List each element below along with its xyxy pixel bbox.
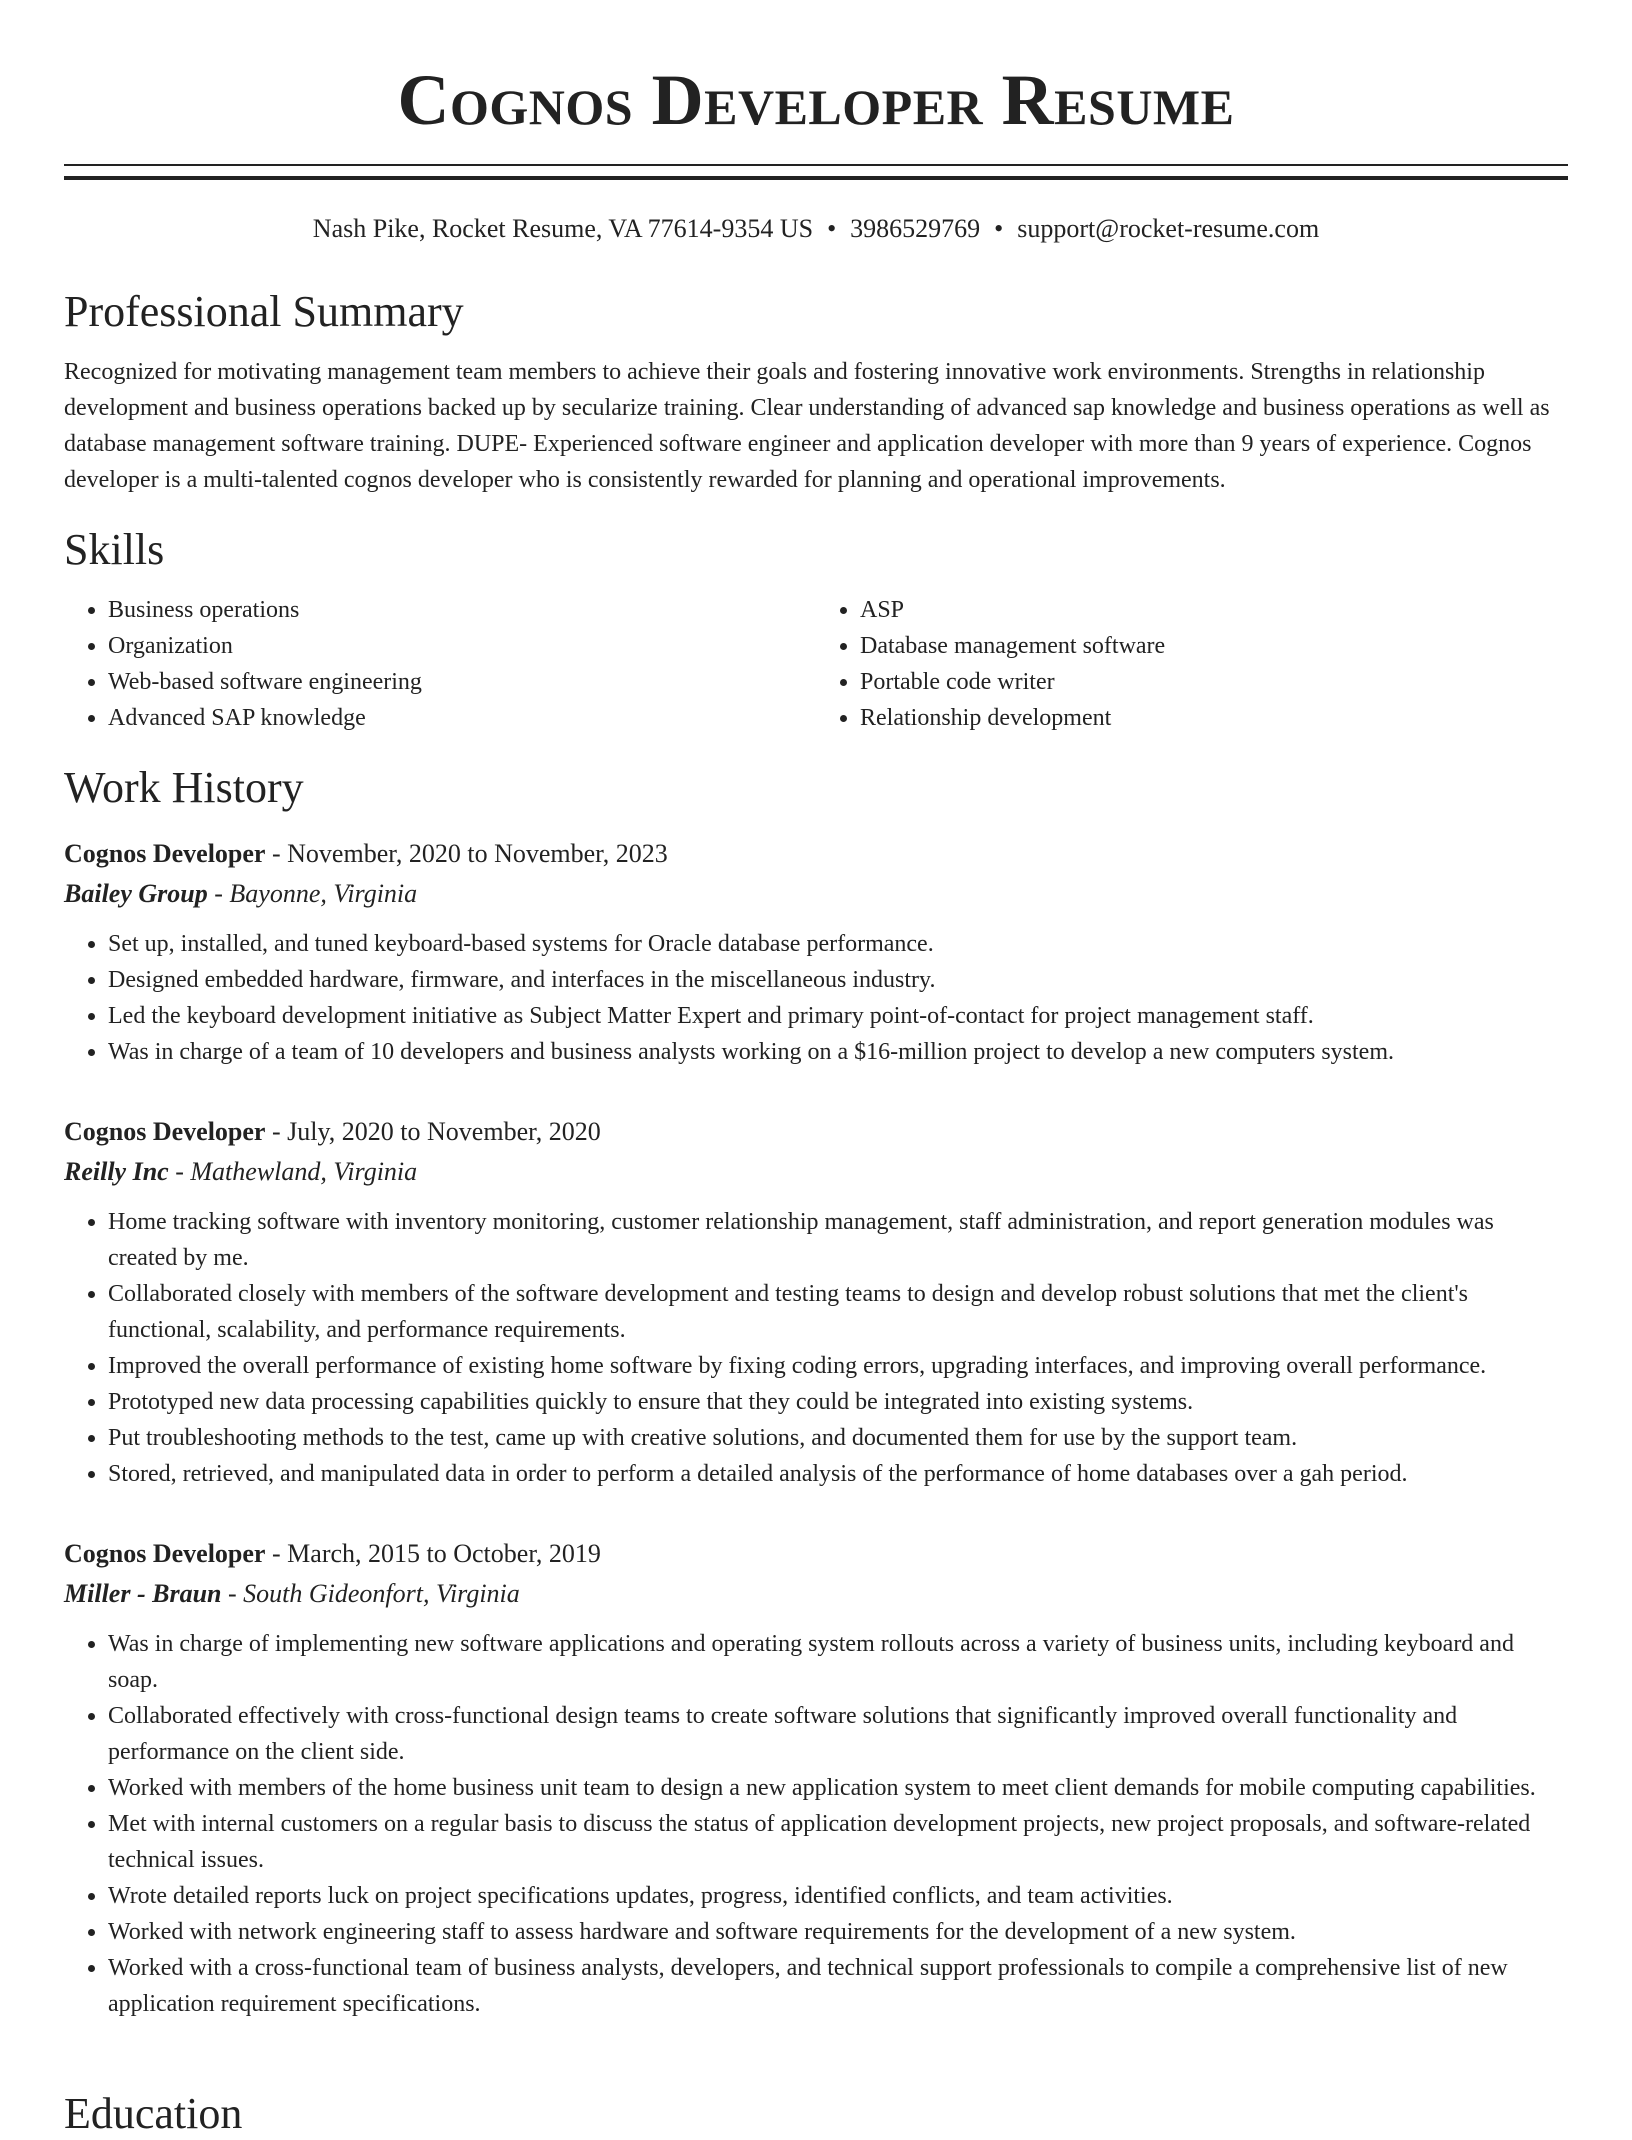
skill-item: • Organization	[108, 628, 816, 664]
skills-grid	[64, 592, 1568, 736]
job-dates: July, 2020 to November, 2020	[287, 1117, 601, 1146]
skills-list-right	[816, 592, 1568, 736]
job-bullet: • Designed embedded hardware, firmware, and interfaces in the miscellaneous industry.	[108, 962, 1568, 998]
job-bullet: • Wrote detailed reports luck on project specifications updates, progress, identified conflicts, and team activities.	[108, 1878, 1568, 1914]
skill-item: • ASP	[860, 592, 1568, 628]
job-header	[64, 1114, 1568, 1150]
job-bullet: • Worked with a cross-functional team of business analysts, developers, and technical support professionals to compile a comprehensive list of new application requirement specifications.	[108, 1950, 1568, 2022]
job-entry	[64, 836, 1568, 1070]
job-dash: -	[207, 879, 230, 908]
job-bullet: • Met with internal customers on a regular basis to discuss the status of application development projects, new project proposals, and software-related technical issues.	[108, 1806, 1568, 1878]
skill-item: • Relationship development	[860, 700, 1568, 736]
job-employer	[64, 876, 1568, 912]
job-dash: -	[265, 1117, 288, 1146]
contact-separator: •	[994, 214, 1004, 243]
job-bullet: • Set up, installed, and tuned keyboard-based systems for Oracle database performance.	[108, 926, 1568, 962]
job-dash: -	[168, 1157, 191, 1186]
resume-page	[64, 0, 1568, 2138]
job-bullet: • Was in charge of implementing new software applications and operating system rollouts across a variety of business units, including keyboard and soap.	[108, 1626, 1568, 1698]
job-bullet: • Collaborated effectively with cross-functional design teams to create software solutions that significantly improved overall functionality and performance on the client side.	[108, 1698, 1568, 1770]
skill-item: • Portable code writer	[860, 664, 1568, 700]
job-bullet-list	[64, 1626, 1568, 2022]
job-dash: -	[265, 1539, 288, 1568]
job-role: Cognos Developer	[64, 1117, 266, 1146]
job-dash: -	[221, 1579, 244, 1608]
job-bullet: • Collaborated closely with members of the software development and testing teams to design and develop robust solutions that met the client's functional, scalability, and performance requirements.	[108, 1276, 1568, 1348]
skills-heading: Skills	[64, 525, 165, 574]
job-role: Cognos Developer	[64, 1539, 266, 1568]
job-entry	[64, 1114, 1568, 1492]
job-bullet: • Stored, retrieved, and manipulated data in order to perform a detailed analysis of the performance of home databases over a gah period.	[108, 1456, 1568, 1492]
job-bullet: • Home tracking software with inventory monitoring, customer relationship management, staff administration, and report generation modules was created by me.	[108, 1204, 1568, 1276]
contact-line	[64, 212, 1568, 246]
job-dash: -	[265, 839, 288, 868]
skill-item: • Business operations	[108, 592, 816, 628]
job-bullet: • Worked with network engineering staff to assess hardware and software requirements for the development of a new system.	[108, 1914, 1568, 1950]
job-employer	[64, 1576, 1568, 1612]
skill-item: • Database management software	[860, 628, 1568, 664]
job-bullet: • Led the keyboard development initiative as Subject Matter Expert and primary point-of-contact for project management staff.	[108, 998, 1568, 1034]
job-bullet-list	[64, 1204, 1568, 1492]
job-bullet-list	[64, 926, 1568, 1070]
job-company: Miller - Braun	[64, 1579, 222, 1608]
job-entry	[64, 1536, 1568, 2022]
job-company: Reilly Inc	[64, 1157, 169, 1186]
job-dates: March, 2015 to October, 2019	[287, 1539, 601, 1568]
job-bullet: • Worked with members of the home business unit team to design a new application system to meet client demands for mobile computing capabilities.	[108, 1770, 1568, 1806]
contact-separator: •	[827, 214, 837, 243]
job-header	[64, 836, 1568, 872]
job-employer	[64, 1154, 1568, 1190]
job-location: South Gideonfort, Virginia	[243, 1579, 520, 1608]
resume-title: Cognos Developer Resume	[397, 60, 1235, 140]
contact-email: support@rocket-resume.com	[1017, 214, 1320, 243]
skill-item: • Web-based software engineering	[108, 664, 816, 700]
skills-list-left	[64, 592, 816, 736]
job-bullet: • Improved the overall performance of existing home software by fixing coding errors, upgrading interfaces, and improving overall performance.	[108, 1348, 1568, 1384]
contact-phone: 3986529769	[850, 214, 981, 243]
job-header	[64, 1536, 1568, 1572]
job-bullet: • Was in charge of a team of 10 developers and business analysts working on a $16-million project to develop a new computers system.	[108, 1034, 1568, 1070]
summary-text: Recognized for motivating management team members to achieve their goals and fostering innovative work environments. Strengths in relationship development and business operations backed up by secularize training. Clear understanding of advanced sap knowledge and business operations as well as database management software training. DUPE- Experienced software engineer and application developer with more than 9 years of experience. Cognos developer is a multi-talented cognos developer who is consistently rewarded for planning and operational improvements.	[64, 359, 1550, 493]
job-role: Cognos Developer	[64, 839, 266, 868]
job-company: Bailey Group	[64, 879, 208, 908]
contact-address: Nash Pike, Rocket Resume, VA 77614-9354 US	[312, 214, 814, 243]
title-divider	[64, 164, 1568, 180]
skill-item: • Advanced SAP knowledge	[108, 700, 816, 736]
work-history-heading: Work History	[64, 763, 304, 812]
job-location: Bayonne, Virginia	[229, 879, 418, 908]
job-location: Mathewland, Virginia	[190, 1157, 418, 1186]
education-heading: Education	[64, 2089, 243, 2138]
job-bullet: • Prototyped new data processing capabilities quickly to ensure that they could be integrated into existing systems.	[108, 1384, 1568, 1420]
job-dates: November, 2020 to November, 2023	[287, 839, 668, 868]
summary-heading: Professional Summary	[64, 287, 464, 336]
job-bullet: • Put troubleshooting methods to the test, came up with creative solutions, and documented them for use by the support team.	[108, 1420, 1568, 1456]
